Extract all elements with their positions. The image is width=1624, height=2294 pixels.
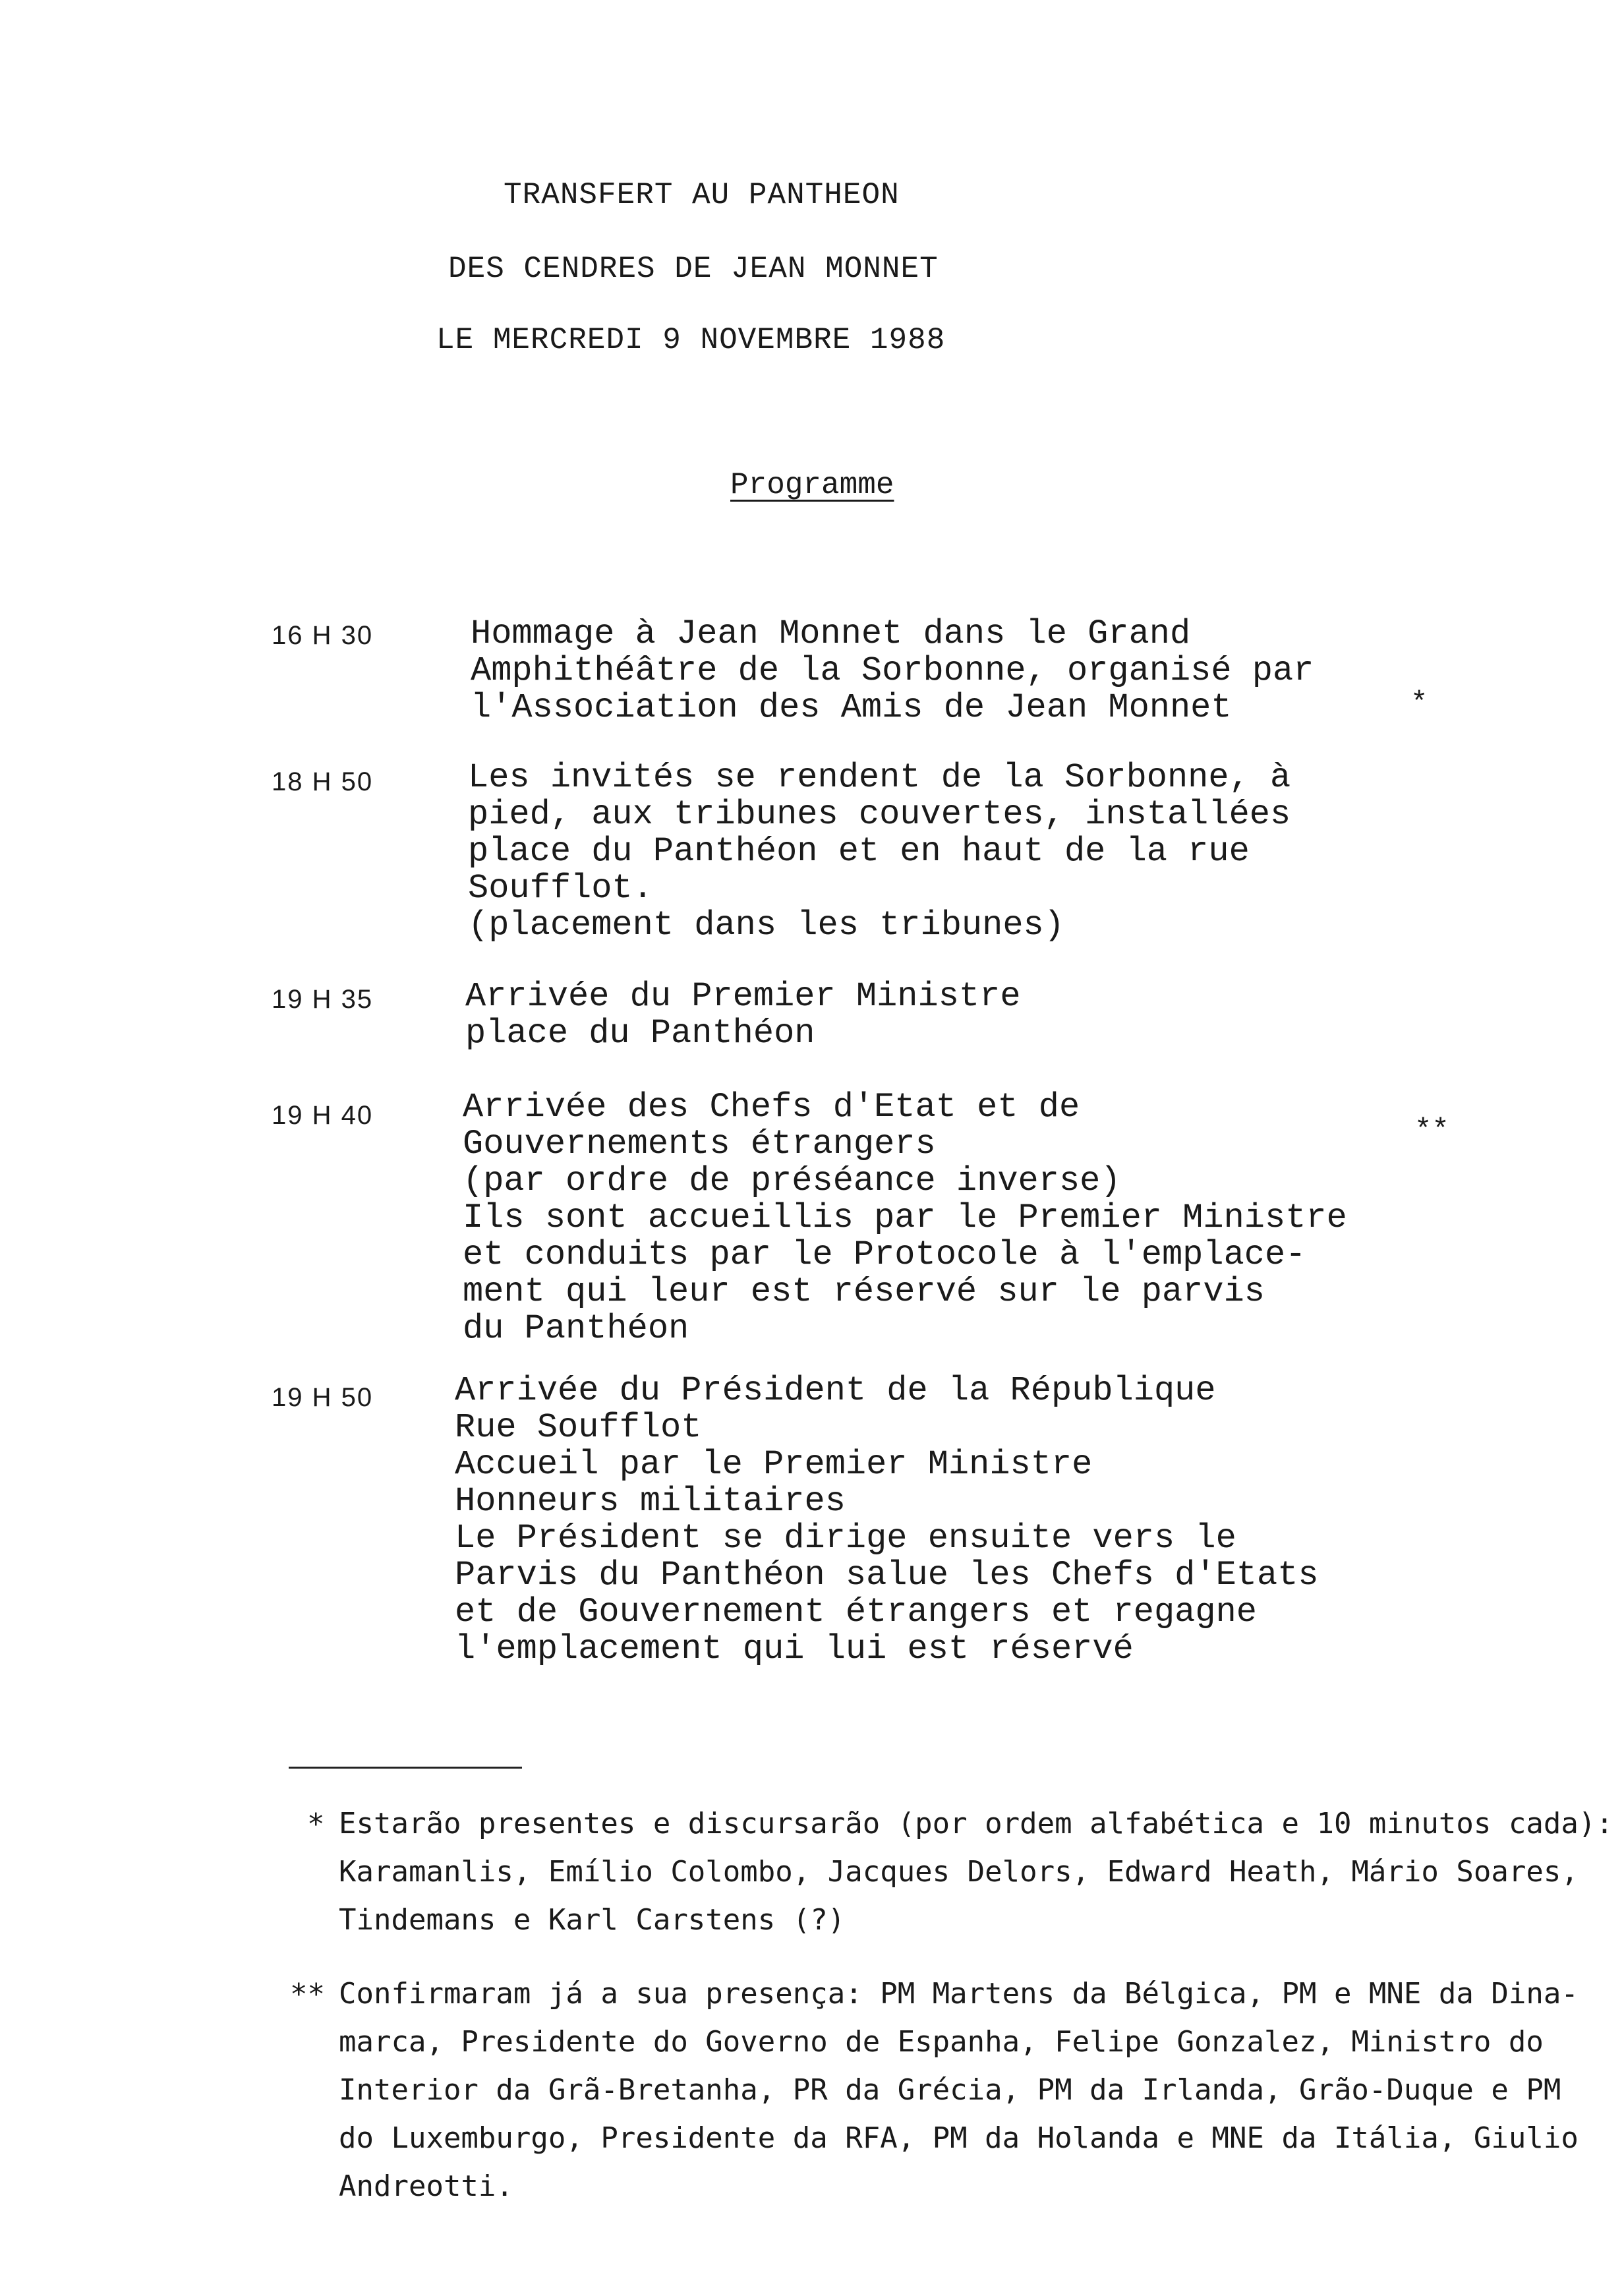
entry-time: 19 H 40 [272,1101,374,1130]
entry-description [455,1372,1319,1668]
entry-line: place du Panthéon [465,1014,815,1053]
entry-description [471,616,1314,726]
entry-description [463,1089,1347,1347]
entry-line: et de Gouvernement étrangers et regagne [455,1593,1257,1632]
header-subtitle: DES CENDRES DE JEAN MONNET [448,252,939,286]
entry-line: Hommage à Jean Monnet dans le Grand [471,614,1191,653]
footnote-marker: ** [1414,1114,1449,1147]
entry-line: Parvis du Panthéon salue les Chefs d'Etats [455,1556,1319,1595]
entry-time: 19 H 50 [272,1383,374,1412]
footnote-text [339,1800,1613,1944]
entry-line: ment qui leur est réservé sur le parvis [463,1272,1265,1311]
entry-line: et conduits par le Protocole à l'emplace- [463,1235,1306,1274]
entry-description [465,978,1021,1052]
footnote-mark: * [307,1808,325,1841]
footnote-line: marca, Presidente do Governo de Espanha, Felipe Gonzalez, Ministro do [339,2025,1544,2059]
entry-line: l'emplacement qui lui est réservé [455,1630,1134,1668]
entry-time: 16 H 30 [272,621,374,650]
entry-line: place du Panthéon et en haut de la rue [468,832,1250,871]
footnote-line: do Luxemburgo, Presidente da RFA, PM da Holanda e MNE da Itália, Giulio [339,2121,1579,2155]
footnote-line: Confirmaram já a sua presença: PM Martens da Bélgica, PM e MNE da Dina- [339,1977,1579,2011]
footnote-line: Interior da Grã-Bretanha, PR da Grécia, PM da Irlanda, Grão-Duque e PM [339,2073,1561,2107]
footnote-marker: * [1410,687,1428,720]
entry-line: Rue Soufflot [455,1408,702,1447]
entry-line: Arrivée des Chefs d'Etat et de [463,1088,1080,1127]
entry-line: Gouvernements étrangers [463,1125,936,1163]
entry-line: Ils sont accueillis par le Premier Ministre [463,1198,1347,1237]
entry-time: 19 H 35 [272,985,374,1014]
entry-line: Arrivée du Président de la République [455,1371,1216,1410]
entry-line: Arrivée du Premier Ministre [465,977,1021,1016]
entry-line: (par ordre de préséance inverse) [463,1162,1121,1200]
entry-line: Accueil par le Premier Ministre [455,1445,1093,1484]
entry-line: pied, aux tribunes couvertes, installées [468,795,1291,834]
entry-line: Les invités se rendent de la Sorbonne, à [468,758,1291,797]
entry-line: (placement dans les tribunes) [468,906,1064,945]
entry-line: Amphithéâtre de la Sorbonne, organisé par [471,651,1314,690]
entry-description [468,759,1290,944]
entry-line: Honneurs militaires [455,1482,846,1521]
entry-line: du Panthéon [463,1309,689,1348]
footnote-line: Andreotti. [339,2169,513,2203]
footnote-text [339,1970,1579,2210]
footnote-separator [289,1767,522,1769]
entry-time: 18 H 50 [272,767,374,796]
entry-line: Soufflot. [468,869,653,908]
footnote-line: Tindemans e Karl Carstens (?) [339,1903,846,1937]
programme-heading: Programme [730,468,894,502]
footnote-line: Estarão presentes e discursarão (por ordem alfabética e 10 minutos cada): [339,1807,1613,1840]
entry-line: l'Association des Amis de Jean Monnet [471,688,1232,727]
footnote-line: Karamanlis, Emílio Colombo, Jacques Delors, Edward Heath, Mário Soares, [339,1855,1579,1889]
footnote-mark: ** [290,1978,325,2011]
entry-line: Le Président se dirige ensuite vers le [455,1519,1236,1558]
header-title: TRANSFERT AU PANTHEON [504,178,900,212]
header-date: LE MERCREDI 9 NOVEMBRE 1988 [436,323,946,357]
